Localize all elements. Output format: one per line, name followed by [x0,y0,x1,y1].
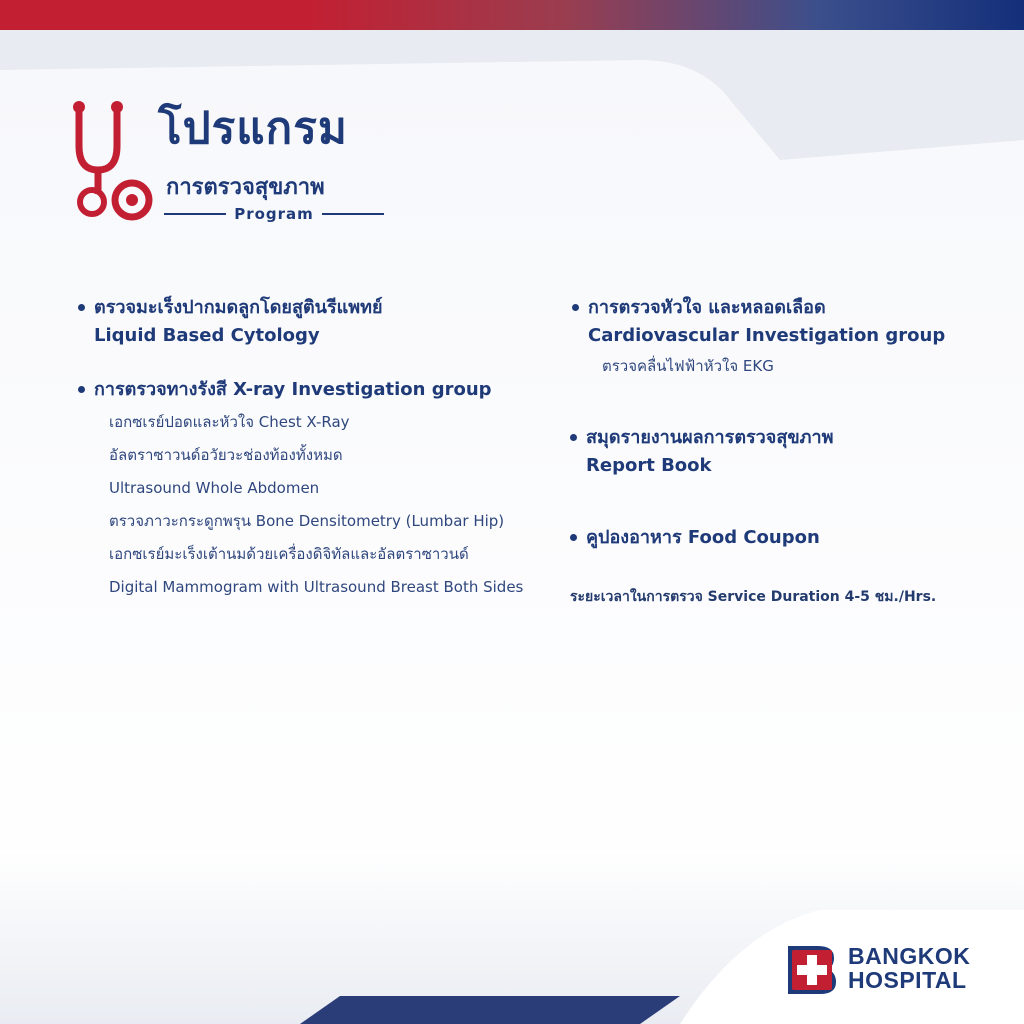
top-color-band [0,0,1024,30]
bullet-icon [572,304,579,311]
sub-item: ตรวจคลื่นไฟฟ้าหัวใจ EKG [602,357,774,375]
divider [322,213,384,215]
list-item-report-book [570,424,833,480]
logo-line-2: HOSPITAL [848,967,967,993]
page-subtitle: การตรวจสุขภาพ [166,175,325,200]
item-thai: การตรวจทางรังสี X-ray Investigation group [94,379,492,400]
logo-text [848,944,970,992]
list-item-xray [78,376,523,604]
page-title: โปรแกรม [158,103,348,154]
hospital-cross-icon [788,946,836,994]
bullet-icon [570,534,577,541]
item-english: Liquid Based Cytology [94,325,320,346]
bullet-icon [570,434,577,441]
program-label-row [164,204,384,224]
bullet-icon [78,304,85,311]
sub-item: เอกซเรย์มะเร็งเต้านมด้วยเครื่องดิจิทัลและอัลตราซาวนด์ [109,545,469,563]
service-duration: ระยะเวลาในการตรวจ Service Duration 4-5 ชม./Hrs. [570,589,937,605]
item-thai: ตรวจมะเร็งปากมดลูกโดยสูตินรีแพทย์ [94,297,383,318]
sub-item: ตรวจภาวะกระดูกพรุน Bone Densitometry (Lumbar Hip) [109,512,505,530]
list-item-liquid-cytology [78,294,383,350]
bullet-icon [78,386,85,393]
item-english: Cardiovascular Investigation group [588,325,946,346]
logo-line-1: BANGKOK [848,943,971,969]
bangkok-hospital-logo [788,944,988,996]
sub-item: Ultrasound Whole Abdomen [109,479,320,497]
divider [164,213,226,215]
program-label: Program [234,205,314,223]
list-item-food-coupon [570,524,820,552]
item-thai: การตรวจหัวใจ และหลอดเลือด [588,297,826,318]
item-thai: คูปองอาหาร Food Coupon [586,527,820,548]
sub-item: เอกซเรย์ปอดและหัวใจ Chest X-Ray [109,413,350,431]
sub-item: Digital Mammogram with Ultrasound Breast Both Sides [109,578,524,596]
sub-item: อัลตราซาวนด์อวัยวะช่องท้องทั้งหมด [109,446,343,464]
program-header [70,98,400,228]
stethoscope-icon [70,98,156,222]
list-item-cardiovascular [572,294,945,383]
item-english: Report Book [586,455,712,476]
item-thai: สมุดรายงานผลการตรวจสุขภาพ [586,427,834,448]
